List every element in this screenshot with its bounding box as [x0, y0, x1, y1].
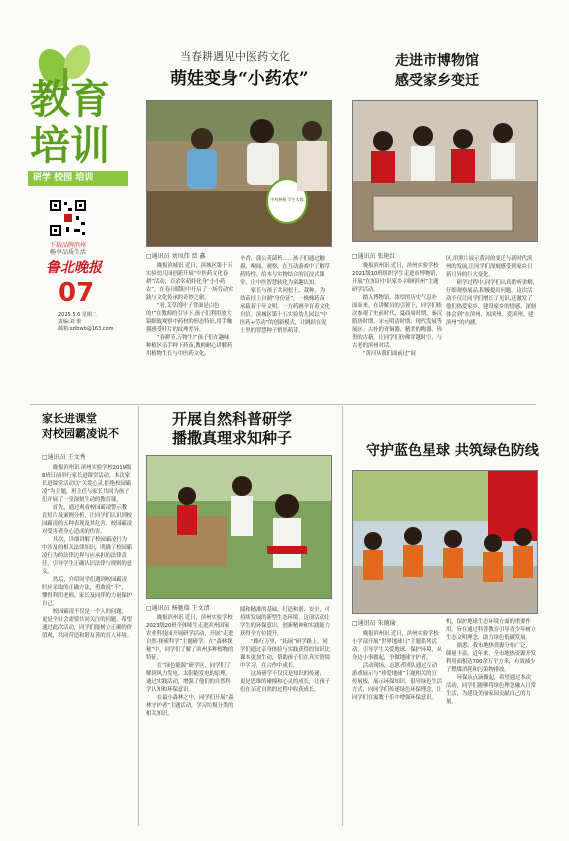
article1-col2-p1: 辛香、蒲公英菌苔……孩子们通过触摸、嗅闻、观察，在互动游戏中了解草药特性。给本与实物结合的沉浸式课堂，让中医智慧转化为童趣认知。: [240, 256, 330, 286]
article3-p2: 首先，通过观看校园霸凌警示教育短片及案例分析，让同学们认识到校园霸凌的五种表现及其危害，校园霸凌对受害者身心造成的伤害。: [42, 505, 132, 535]
article1-col2-p2: 家长与孩子共同松土、栽种，为幼苗挂上自制“身份证”。一株株药苗承载着千年文明，一方药圃孕育着文化自信。滨城区第十五实验幼儿园以“中医药+劳动”的创新模式，让跳跃在泥土里的智慧种子悄然萌芽。: [240, 288, 330, 334]
article4-col1-p3: 在最小森林之中，同学们开展“森林守护者”主题活动，学习垃圾分类的相关知识。: [146, 695, 234, 717]
paper-name-logo: 鲁北晚报: [46, 260, 102, 276]
column-divider-right: [342, 406, 343, 826]
masthead-subtitle: 研学 校园 培训: [33, 173, 94, 183]
article1-col1-p3: “春耕节,万物生!”孩子们在趣味种植区亲手种下药苗,教师耐心讲解药用植物生长与中医药文化。: [146, 335, 233, 357]
article3-p4: 然后，介绍同学们遇到校园霸凌时应采取的正确方法，勇敢说“不”，懂得利用老师、家长及同伴的力量保护自己。: [42, 577, 132, 607]
article2-col1-p3: “黄河从我们面前过”展: [362, 351, 416, 357]
article5-col1-p2: 活动现场，志愿者团队通过互动游戏展示与“珍爱地球”主题相关的宣传展板，展示环保知识、倡导绿色生活方式，向同学们传递绿色环保理念，让同学们在寓教于乐中增强环保意识。: [352, 663, 442, 701]
article5-title: 守护蓝色星球 共筑绿色防线: [366, 443, 539, 459]
article2-byline: □通讯员 张艳红: [352, 253, 396, 260]
article5-photo: [352, 470, 538, 614]
editor-credit: 责编:刘 蕾: [58, 319, 82, 325]
article2-col1-p1: 晚报滨州讯 近日，滨州实验学校2021级10班组织学生走进市博物馆，开展“在知识中识家乡·回顾滨州”主题研学活动。: [352, 263, 441, 293]
article1-col2: [240, 255, 330, 400]
article4-col1-p1: 晚报滨州讯 近日，滨州实验学校2023级20班全体师生走进滨州国家农业科技园开展研学活动，开展“走进自然·探索科学”主题研学。在“森林探秘”中，同学们了解了滨州多种植物的特征。: [146, 615, 234, 661]
masthead-subtitle-banner: [28, 171, 128, 186]
editor-email: 邮箱:szlbwb@163.com: [58, 326, 114, 332]
qr-code-icon: [48, 198, 88, 238]
article2-col1: [352, 262, 442, 400]
article3-byline: □通讯员 王文秀: [42, 454, 86, 461]
article2-photo: [352, 100, 538, 242]
article5-col2: [446, 618, 536, 824]
article1-kicker: 当春耕遇见中医药文化: [180, 50, 290, 63]
article4-col1-p2: 在“绿色能源”研学区，同学们了解到风力发电、太阳能发电的原理。通过实践活动，增强了他们的自然科学认知和环保意识。: [146, 663, 231, 693]
article2-title-line2: 感受家乡变迁: [395, 73, 479, 89]
section-divider: [30, 404, 536, 405]
article3-title-line1: 家长进课堂: [42, 412, 97, 425]
article3-body: [42, 464, 132, 824]
article2-col2: [446, 255, 536, 400]
article5-byline: □通讯员 朱德瑜: [352, 620, 396, 627]
article4-title-line2: 播撒真理求知种子: [172, 429, 293, 447]
article4-byline: □通讯员 杨驰瑞 王文清: [146, 605, 210, 612]
article3-p5: 校园霸凌不仅是一个人的问题，更是全社会需要共同关注的问题。希望通过此次活动，同学们能树立正确的价值观，共同营造和谐友善的育人环境。: [42, 609, 132, 639]
article1-title: 萌娃变身“小药农”: [170, 69, 309, 89]
article4-col2: [240, 606, 330, 824]
qr-caption-line2: 畅享品质生活: [50, 249, 87, 256]
qr-caption-line1: 下载品牌滨州: [50, 242, 87, 249]
article1-col1-p2: “看,艾草的叶子背面是白色的!”在教师的引导下,孩子们利用放大镜细致观察中药材的形态特征,用手触摸感受叶片的纹理差异。: [146, 303, 233, 333]
article4-photo: [146, 455, 332, 599]
article2-col2-p1: 区,用照片展示黄河的变迁与新时代滨州的发展,让同学们深刻感受到家乡日新月异的巨大变化。: [446, 256, 533, 278]
article1-byline: □通讯员 刘凤伟 贾 鑫: [146, 253, 206, 260]
article3-p1: 晚报滨州讯 滨州实验学校2019级8班日前举行家长进课堂活动。本次家长进课堂活动以“关爱心灵,拒绝校园霸凌”为主题，班主任与家长共同为孩子们开展了一堂深刻生动的教育课。: [42, 465, 132, 503]
column-divider-left: [138, 406, 139, 826]
article1-col1-p1: 晚报滨城讯 近日，滨城区第十五实验幼儿园创新开展“中医药文化春耕”活动，百余名萌娃化身“小小药农”，在春日暖阳中开启了一场劳动实践与文化传承的奇妙之旅。: [146, 263, 234, 301]
article4-col1: [146, 614, 234, 824]
article5-col2-p2: 据悉，我市地热资源分布广泛、储量丰富。近年来，全市地热资源开发利用面积达700余万平方米，有效减少了燃煤消耗和污染物排放。: [446, 643, 536, 673]
article4-col2-p3: 这场研学不仅仅是知识的传递，更是思维的碰撞和心灵的成长，让孩子们在亲近自然的过程中收获成长。: [240, 671, 330, 693]
article2-col1-p2: 踏入博物馆，浓厚的历史气息扑面而来。在讲解员的引领下，同学们依次参观了史前时代、夏商周时期、秦汉隋唐时期、宋元明清时期、现代发展等展区。古朴的青铜器、精美的陶器、珍贵的古籍，让同学们仿佛穿越时空，与古老的滨州对话。: [352, 295, 442, 349]
article1-photo-sign: 中药种植 学生实践: [270, 197, 304, 202]
article4-title-line1: 开展自然科普研学: [172, 410, 293, 428]
article5-col2-p1: 机，保护地球生态环境方面的重要作用。旨在通过科普教育引导青少年树立生态文明理念，助力绿色低碳发展。: [446, 619, 536, 641]
article1-photo: [146, 100, 332, 247]
article5-col1-p1: 晚报滨州讯 近日，滨州实验学校小学部开展“世界地球日”主题系列活动，引导学生关爱地球、保护环境，从身边小事做起，争做地球守护者。: [352, 631, 442, 661]
masthead-title-line2: 培训: [30, 123, 110, 169]
article4-col2-p1: 圆和精准的基础，打造和谐、安全，可持续发展的新型生态环境。这项活动让学生的环保意识，创新精神和实践能力获得全方位提升。: [240, 607, 330, 637]
issue-date: 2025.5.6 星期二: [58, 312, 97, 318]
article2-title-line1: 走进市博物馆: [395, 53, 479, 69]
article3-p3: 其次，详细讲解了校园霸凌行为中涉及的相关法律知识，明确了校园霸凌行为的法律边界与应承担的法律责任，引导学生正确认识法律与规则的意义。: [42, 537, 132, 575]
article4-col2-p2: “路行万里，“拓展”研学路上，同学们通过亲身体验与实践获得的知识比课本更加生动，帮助孩子们在真实情境中学习，在合作中成长。: [240, 639, 330, 669]
article3-title-line2: 对校园霸凌说不: [42, 427, 119, 440]
article1-col1: [146, 262, 234, 400]
masthead: [28, 38, 128, 338]
article5-col1: [352, 630, 442, 824]
article5-col2-p3: 环保从点滴做起，希望通过本次活动，同学们能够将绿色理念融入日常生活，为建设美丽家园贡献自己的力量。: [446, 675, 536, 705]
page-number: 07: [58, 278, 95, 308]
masthead-title-line1: 教育: [30, 77, 110, 123]
article2-col2-p2: 研学过程中,同学们认真聆听讲解,仔细观察展品,积极提出问题。这次活动不仅让同学们增长了见识,还激发了他们热爱家乡、建设家乡的情感。深刻体会到“在滨州、知滨州、爱滨州、建滨州”的内涵。: [446, 280, 536, 326]
